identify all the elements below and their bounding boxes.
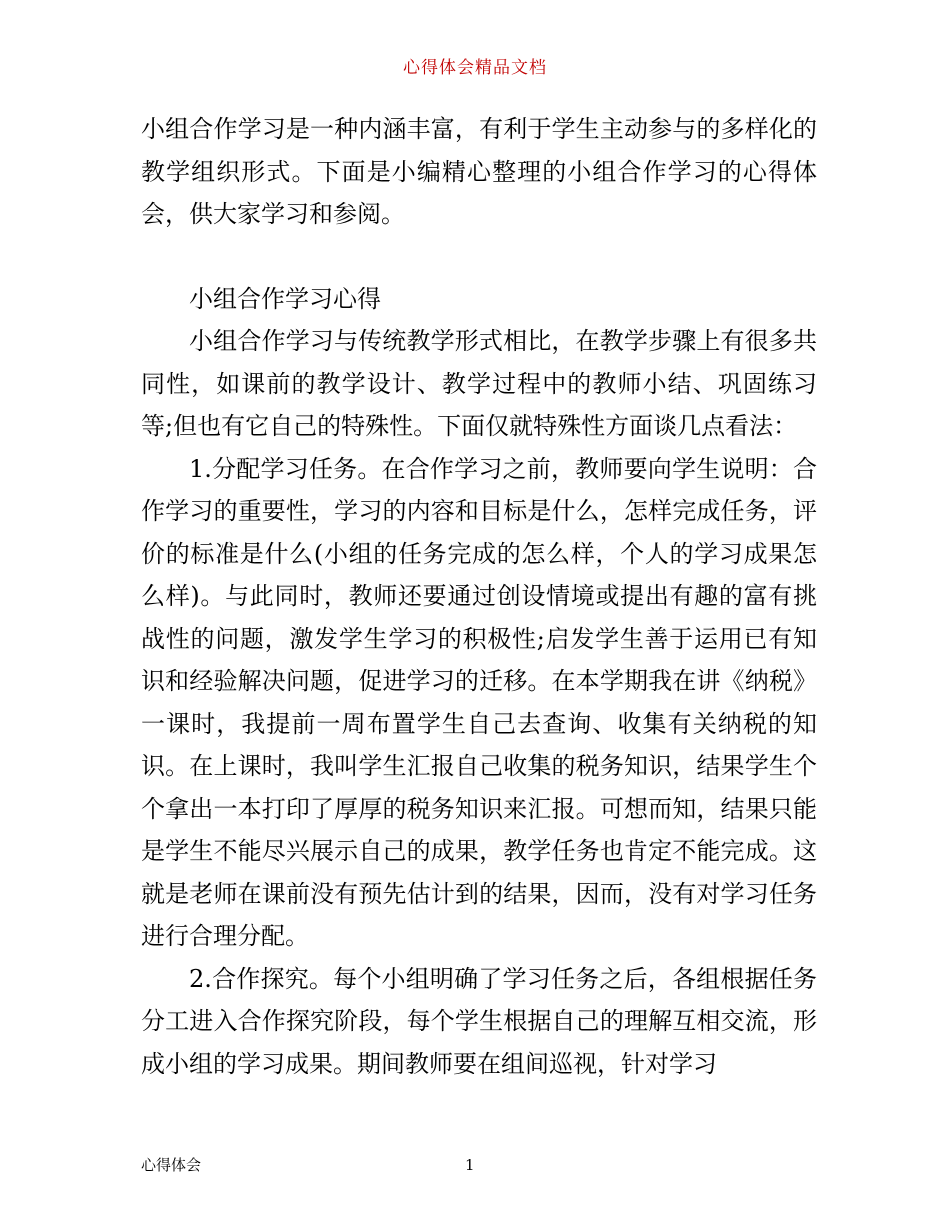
page-number: 1	[465, 1156, 475, 1174]
section-title: 小组合作学习心得	[189, 284, 381, 313]
footer-label: 心得体会	[141, 1156, 202, 1174]
paragraph-2: 1.分配学习任务。在合作学习之前，教师要向学生说明：合作学习的重要性，学习的内容和目标是什么，怎样完成任务，评价的标准是什么(小组的任务完成的怎么样，个人的学习成果怎么样)。与此同时，教师还要通过创设情境或提出有趣的富有挑战性的问题，激发学生学习的积极性;启发学生善于运用已有知识和经验解决问题，促进学习的迁移。在本学期我在讲《纳税》一课时，我提前一周布置学生自己去查询、收集有关纳税的知识。在上课时，我叫学生汇报自己收集的税务知识，结果学生个个拿出一本打印了厚厚的税务知识来汇报。可想而知，结果只能是学生不能尽兴展示自己的成果，教学任务也肯定不能完成。这就是老师在课前没有预先估计到的结果，因而，没有对学习任务进行合理分配。	[141, 454, 817, 950]
document-body	[141, 108, 817, 1085]
document-header-title: 心得体会精品文档	[403, 58, 547, 78]
paragraph-1: 小组合作学习与传统教学形式相比，在教学步骤上有很多共同性，如课前的教学设计、教学过程中的教师小结、巩固练习等;但也有它自己的特殊性。下面仅就特殊性方面谈几点看法：	[141, 327, 817, 440]
intro-paragraph: 小组合作学习是一种内涵丰富，有利于学生主动参与的多样化的教学组织形式。下面是小编精心整理的小组合作学习的心得体会，供大家学习和参阅。	[141, 115, 817, 228]
paragraph-3: 2.合作探究。每个小组明确了学习任务之后，各组根据任务分工进入合作探究阶段，每个学生根据自己的理解互相交流，形成小组的学习成果。期间教师要在组间巡视，针对学习	[141, 964, 817, 1078]
